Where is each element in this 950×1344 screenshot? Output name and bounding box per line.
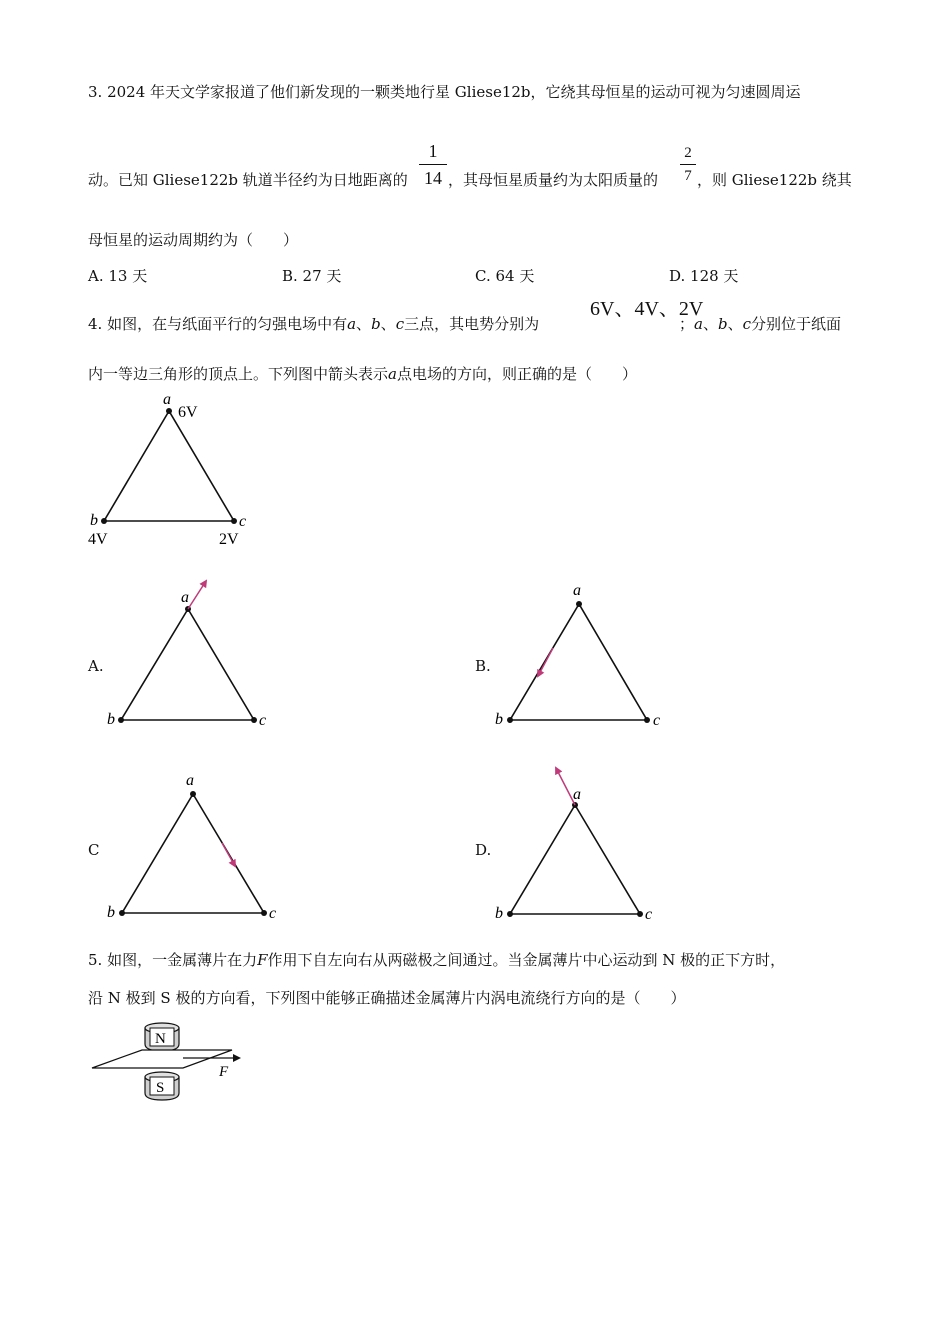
force-arrow-head bbox=[233, 1054, 241, 1062]
q4-line2-part2: 点电场的方向，则正确的是（ ） bbox=[396, 365, 637, 383]
q5-magnet-figure bbox=[92, 1023, 241, 1100]
triangle-outline bbox=[510, 604, 647, 720]
vertex-b-dot bbox=[507, 717, 513, 723]
q5-line1-part1: 5. 如图，一金属薄片在力 bbox=[88, 951, 258, 969]
field-arrow bbox=[188, 581, 206, 609]
vertex-a-dot bbox=[166, 408, 172, 414]
q3-line3: 母恒星的运动周期约为（ ） bbox=[88, 231, 299, 249]
q3-option-b[interactable]: B. 27 天 bbox=[282, 267, 342, 285]
q4-option-b-label[interactable]: B. bbox=[475, 657, 491, 675]
fraction-denominator: 7 bbox=[684, 168, 692, 184]
field-arrow bbox=[538, 648, 553, 676]
q4-option-a-figure[interactable] bbox=[107, 581, 266, 729]
q4-option-a-label[interactable]: A. bbox=[88, 657, 104, 675]
var-b: b bbox=[371, 315, 381, 333]
vertex-c-label: c bbox=[645, 906, 653, 923]
vertex-b-dot bbox=[118, 717, 124, 723]
vertex-b-dot bbox=[507, 911, 513, 917]
vertex-c-dot bbox=[261, 910, 267, 916]
triangle-outline bbox=[122, 794, 264, 913]
q3-option-a[interactable]: A. 13 天 bbox=[88, 267, 148, 285]
vertex-a-dot bbox=[576, 601, 582, 607]
q4-option-d-figure[interactable] bbox=[495, 768, 652, 923]
vertex-b-label: b bbox=[107, 904, 115, 921]
vertex-a-label: a bbox=[163, 391, 171, 408]
var-a: a bbox=[694, 315, 703, 333]
q3-line2-part1: 动。已知 Gliese122b 轨道半径约为日地距离的 bbox=[88, 171, 408, 189]
triangle-outline bbox=[121, 609, 254, 720]
vertex-a-label: a bbox=[573, 582, 581, 599]
vertex-c-dot bbox=[231, 518, 237, 524]
q4-option-b-figure[interactable] bbox=[495, 582, 660, 729]
q4-line1-part3: 分别位于纸面 bbox=[751, 315, 842, 333]
triangle-outline bbox=[510, 805, 640, 914]
vertex-c-label: c bbox=[269, 905, 277, 922]
potential-b-label: 4V bbox=[88, 531, 108, 548]
var-a: a bbox=[388, 365, 397, 383]
vertex-b-label: b bbox=[107, 711, 115, 728]
q3-line2-part2: ，其母恒星质量约为太阳质量的 bbox=[448, 171, 659, 189]
s-pole-label: S bbox=[156, 1080, 165, 1096]
potential-a-label: 6V bbox=[178, 404, 198, 421]
fraction-denominator: 14 bbox=[424, 168, 442, 188]
potential-c-label: 2V bbox=[219, 531, 239, 548]
var-b: b bbox=[717, 315, 728, 333]
vertex-b-dot bbox=[119, 910, 125, 916]
q4-option-c-figure[interactable] bbox=[107, 772, 276, 922]
var-f: F bbox=[257, 951, 268, 969]
q3-option-c[interactable]: C. 64 天 bbox=[475, 267, 535, 285]
n-pole-label: N bbox=[155, 1031, 166, 1047]
q5-line1 bbox=[88, 950, 785, 970]
fraction-numerator: 1 bbox=[428, 141, 438, 161]
vertex-a-label: a bbox=[573, 786, 581, 803]
vertex-b-label: b bbox=[495, 711, 503, 728]
separator: 、 bbox=[727, 315, 743, 333]
fraction-numerator: 2 bbox=[684, 145, 692, 161]
q3-line2-part3: ，则 Gliese122b 绕其 bbox=[697, 171, 852, 189]
vertex-b-dot bbox=[101, 518, 107, 524]
vertex-c-dot bbox=[637, 911, 643, 917]
q4-option-d-label[interactable]: D. bbox=[475, 841, 492, 859]
q4-line1-part2: 三点，其电势分别为 bbox=[404, 315, 540, 333]
var-c: c bbox=[742, 315, 752, 333]
q4-line1-part1: 4. 如图，在与纸面平行的匀强电场中有 bbox=[88, 315, 348, 333]
triangle-outline bbox=[104, 411, 234, 521]
q3-option-d[interactable]: D. 128 天 bbox=[669, 267, 739, 285]
q4-option-c-label[interactable]: C bbox=[88, 841, 100, 859]
q3-line1: 3. 2024 年天文学家报道了他们新发现的一颗类地行星 Gliese12b，它绕其母恒星的运动可视为匀速圆周运 bbox=[88, 83, 801, 101]
var-c: c bbox=[395, 315, 405, 333]
separator: 、 bbox=[356, 315, 372, 333]
vertex-c-dot bbox=[251, 717, 257, 723]
var-a: a bbox=[347, 315, 357, 333]
vertex-b-label: b bbox=[495, 905, 503, 922]
vertex-a-label: a bbox=[181, 589, 189, 606]
force-label: F bbox=[219, 1064, 229, 1080]
separator: 、 bbox=[702, 315, 718, 333]
vertex-a-dot bbox=[190, 791, 196, 797]
vertex-c-dot bbox=[644, 717, 650, 723]
field-arrow bbox=[222, 843, 235, 866]
q4-potentials: 6V、4V、2V bbox=[590, 298, 704, 320]
vertex-c-label: c bbox=[239, 513, 247, 530]
vertex-b-label: b bbox=[90, 512, 98, 529]
q5-line2: 沿 N 极到 S 极的方向看，下列图中能够正确描述金属薄片内涡电流绕行方向的是（ ） bbox=[88, 989, 686, 1007]
vertex-c-label: c bbox=[653, 712, 661, 729]
separator: 、 bbox=[380, 315, 396, 333]
q5-line1-part2: 作用下自左向右从两磁极之间通过。当金属薄片中心运动到 N 极的正下方时， bbox=[267, 951, 786, 969]
vertex-a-label: a bbox=[186, 772, 194, 789]
q4-main-triangle bbox=[88, 391, 246, 548]
q4-semicolon: ； bbox=[679, 315, 695, 333]
q4-line2-part1: 内一等边三角形的顶点上。下列图中箭头表示 bbox=[88, 365, 389, 383]
vertex-c-label: c bbox=[259, 712, 267, 729]
metal-sheet bbox=[92, 1050, 232, 1068]
